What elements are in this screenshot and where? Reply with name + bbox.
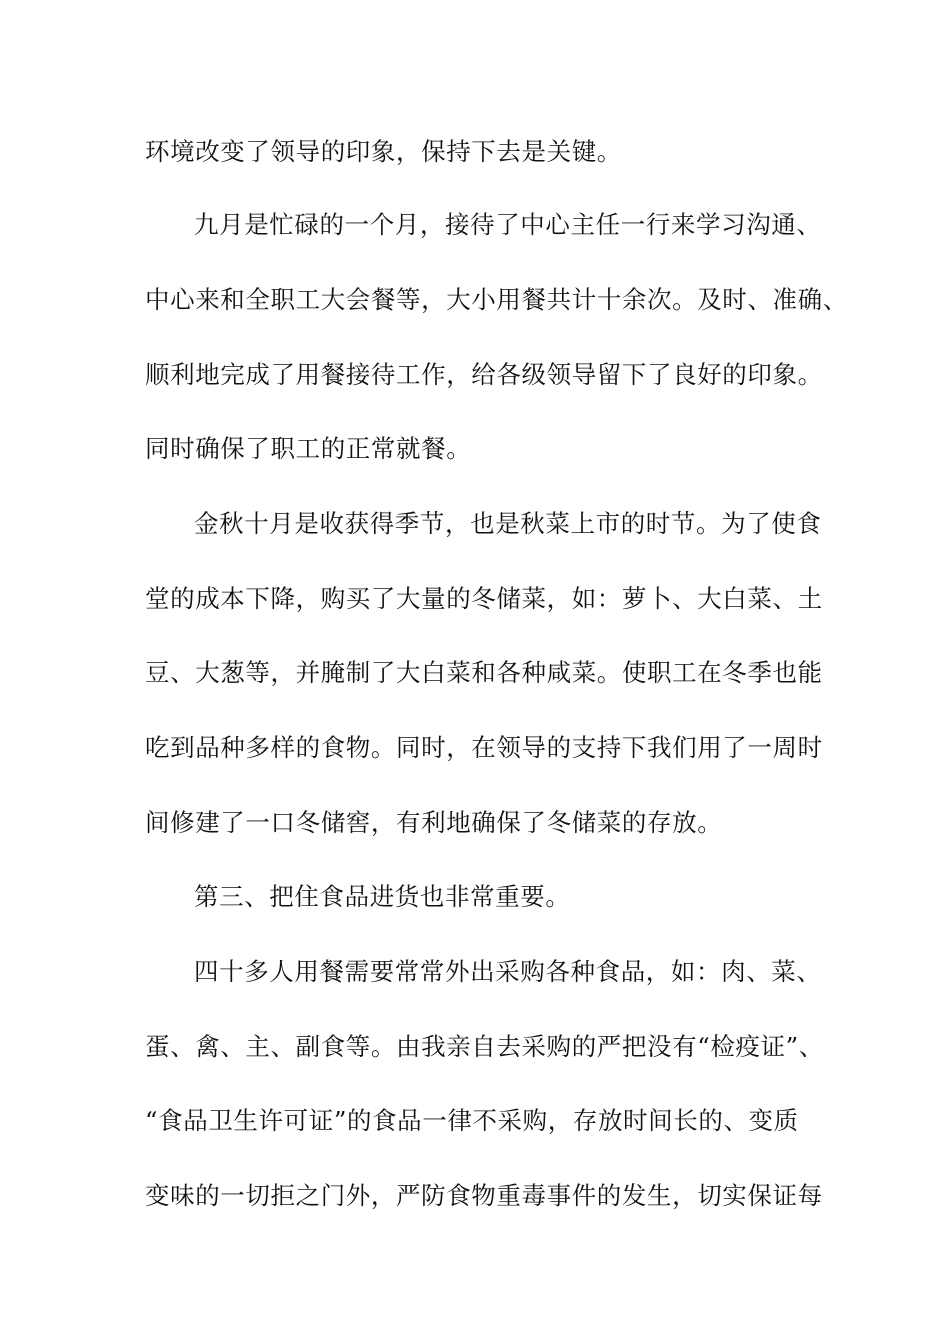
paragraph-line: 四十多人用餐需要常常外出采购各种食品，如：肉、菜、 (194, 957, 822, 986)
text-line: 环境改变了领导的印象，保持下去是关键。 (145, 137, 622, 166)
text-line: 堂的成本下降，购买了大量的冬储菜，如：萝卜、大白菜、土 (145, 584, 823, 613)
text-line: 蛋、禽、主、副食等。由我亲自去采购的严把没有“检疫证”、 (145, 1032, 824, 1061)
paragraph-line: 金秋十月是收获得季节，也是秋菜上市的时节。为了使食 (194, 509, 822, 538)
text-line: 间修建了一口冬储窖，有利地确保了冬储菜的存放。 (145, 808, 723, 837)
text-line: 吃到品种多样的食物。同时，在领导的支持下我们用了一周时 (145, 733, 823, 762)
text-line: 顺利地完成了用餐接待工作，给各级领导留下了良好的印象。 (145, 360, 823, 389)
text-line: 豆、大葱等，并腌制了大白菜和各种咸菜。使职工在冬季也能 (145, 658, 823, 687)
text-line: “食品卫生许可证”的食品一律不采购，存放时间长的、变质 (145, 1106, 799, 1135)
text-line: 中心来和全职工大会餐等，大小用餐共计十余次。及时、准确、 (145, 285, 848, 314)
paragraph-line: 九月是忙碌的一个月，接待了中心主任一行来学习沟通、 (194, 210, 822, 239)
text-line: 同时确保了职工的正常就餐。 (145, 434, 472, 463)
text-line: 变味的一切拒之门外，严防食物重毒事件的发生，切实保证每 (145, 1181, 823, 1210)
section-heading: 第三、把住食品进货也非常重要。 (194, 882, 571, 911)
